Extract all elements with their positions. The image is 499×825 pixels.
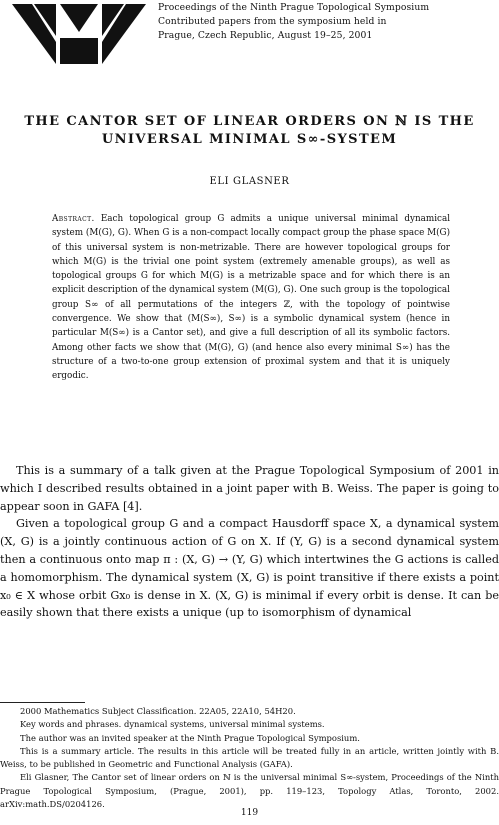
proceedings-line: Prague, Czech Republic, August 19–25, 2001: [158, 30, 373, 41]
footnotes: [0, 705, 499, 811]
footnote: This is a summary article. The results in this article will be treated fully in an article, written jointly with B. Weiss, to be published in Geometric and Functional Analysis (GAFA).: [0, 745, 499, 770]
author-name: ELI GLASNER: [209, 176, 290, 187]
body-paragraph: This is a summary of a talk given at the Prague Topological Symposium of 2001 in which I described results obtained in a joint paper with B. Weiss. The paper is going to appear soon in GAFA [4].: [0, 464, 499, 513]
title-line: THE CANTOR SET OF LINEAR ORDERS ON ℕ IS THE: [24, 114, 475, 129]
proceedings-header: [158, 1, 496, 43]
paper-title: [0, 113, 499, 149]
proceedings-line: Contributed papers from the symposium held in: [158, 16, 387, 27]
footnote: 2000 Mathematics Subject Classification. 22A05, 22A10, 54H20.: [20, 706, 296, 716]
title-line: UNIVERSAL MINIMAL S∞-SYSTEM: [101, 132, 398, 147]
abstract-label: Abstract.: [52, 214, 95, 224]
footnote: The author was an invited speaker at the Ninth Prague Topological Symposium.: [20, 732, 360, 743]
footnote: Eli Glasner, The Cantor set of linear orders on ℕ is the universal minimal S∞-system, Proceedings of the Ninth Prague Topological Symposium, (Prague, 2001), pp. 119–123, Topology Atlas, Toronto, 2002. arXiv:math.DS/0204126.: [0, 772, 499, 810]
abstract: [52, 212, 450, 384]
page-number: 119: [240, 808, 259, 818]
abstract-text: Each topological group G admits a unique universal minimal dynamical system (M(G), G). When G is a non-compact locally compact group the phase space M(G) of this universal system is non-metrizable. There are however topological groups for which M(G) is the trivial one point system (extremely amenable groups), as well as topological groups G for which M(G) is a metrizable space and for which there is an explicit description of the dynamical system (M(G), G). One such group is the topological group S∞ of all permutations of the integers ℤ, with the topology of pointwise convergence. We show that (M(S∞), S∞) is a symbolic dynamical system (hence in particular M(S∞) is a Cantor set), and give a full description of all its symbolic factors. Among other facts we show that (M(G), G) (and hence also every minimal S∞) has the structure of a two-to-one group extension of proximal system and that it is uniquely ergodic.: [52, 214, 451, 382]
proceedings-line: Proceedings of the Ninth Prague Topological Symposium: [158, 2, 430, 13]
body-paragraph: Given a topological group G and a compact Hausdorff space X, a dynamical system (X, G) is a jointly continuous action of G on X. If (Y, G) is a second dynamical system then a continuous onto map π : (X, G) → (Y, G) which intertwines the G actions is called a homomorphism. The dynamical system (X, G) is point transitive if there exists a point x₀ ∈ X whose orbit Gx₀ is dense in X. (X, G) is minimal if every orbit is dense. It can be easily shown that there exists a unique (up to isomorphism of dynamical: [0, 517, 499, 620]
footnote: Key words and phrases. dynamical systems, universal minimal systems.: [20, 719, 325, 730]
footnote-rule: [0, 702, 85, 703]
symposium-logo: [10, 2, 148, 66]
body-text: [0, 462, 499, 622]
